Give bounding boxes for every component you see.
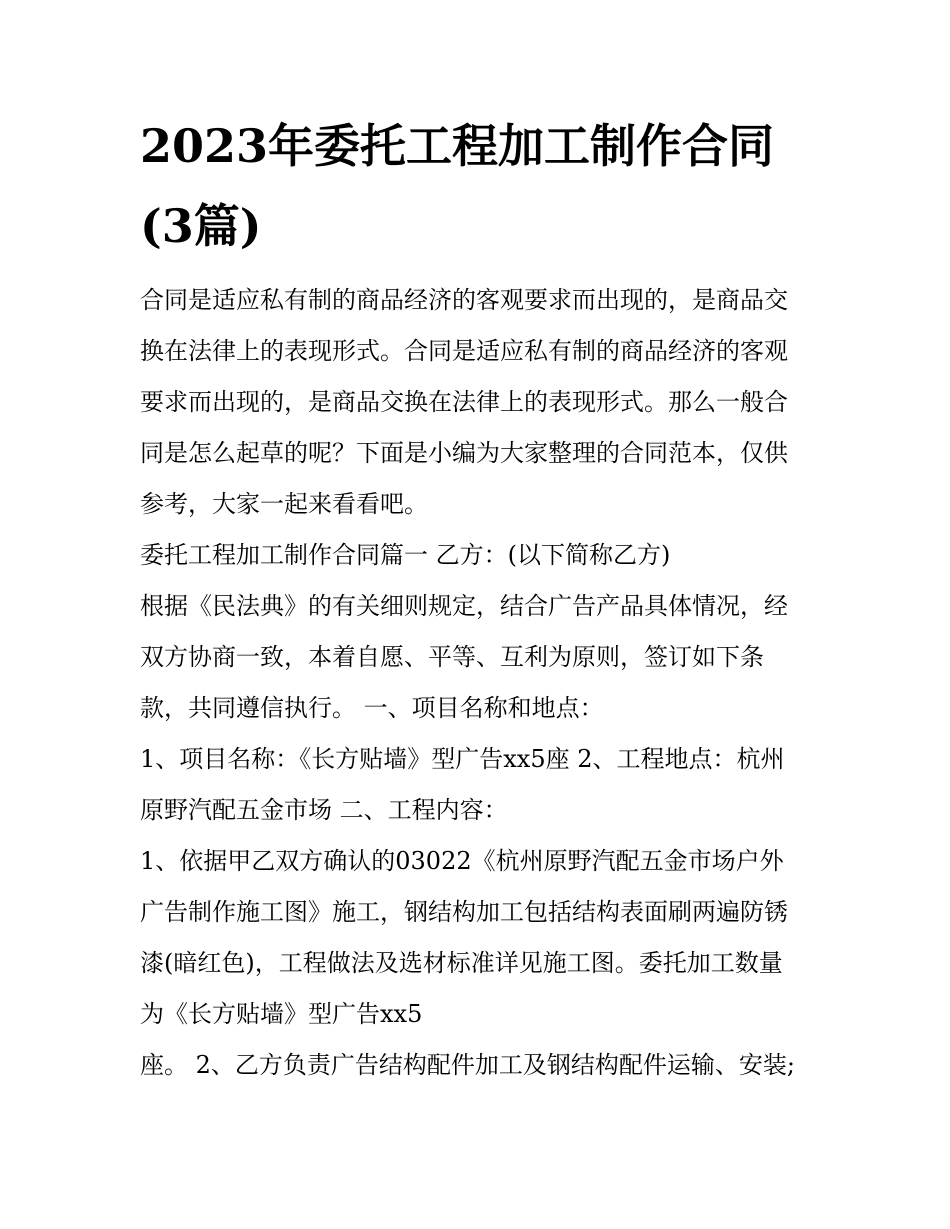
body-line: 款，共同遵信执行。 一、项目名称和地点： [140,694,604,722]
document-title-line-2: (3篇) [140,199,262,253]
body-line: 合同是适应私有制的商品经济的客观要求而出现的，是商品交 [140,286,788,314]
body-line: 要求而出现的，是商品交换在法律上的表现形式。那么一般合 [140,388,788,416]
body-line: 参考，大家一起来看看吧。 [140,490,428,518]
body-line: 双方协商一致，本着自愿、平等、互利为原则，签订如下条 [140,643,764,671]
body-line: 换在法律上的表现形式。合同是适应私有制的商品经济的客观 [140,337,788,365]
body-line: 根据《民法典》的有关细则规定，结合广告产品具体情况，经 [140,592,788,620]
body-line: 1、项目名称：《长方贴墙》型广告xx5座 2、工程地点：杭州 [140,745,785,773]
body-line: 同是怎么起草的呢？下面是小编为大家整理的合同范本，仅供 [140,439,788,467]
body-line: 原野汽配五金市场 二、工程内容： [140,796,508,824]
body-line: 座。 2、乙方负责广告结构配件加工及钢结构配件运输、安装; [140,1051,795,1079]
body-line: 漆(暗红色)，工程做法及选材标准详见施工图。委托加工数量 [140,949,783,977]
body-line: 委托工程加工制作合同篇一 乙方：(以下简称乙方) [140,541,671,569]
body-line: 1、依据甲乙双方确认的03022《杭州原野汽配五金市场户外 [140,847,784,875]
body-line: 广告制作施工图》施工，钢结构加工包括结构表面刷两遍防锈 [140,898,788,926]
document-title-line-1: 2023年委托工程加工制作合同 [140,119,775,173]
body-line: 为《长方贴墙》型广告xx5 [140,1000,423,1028]
